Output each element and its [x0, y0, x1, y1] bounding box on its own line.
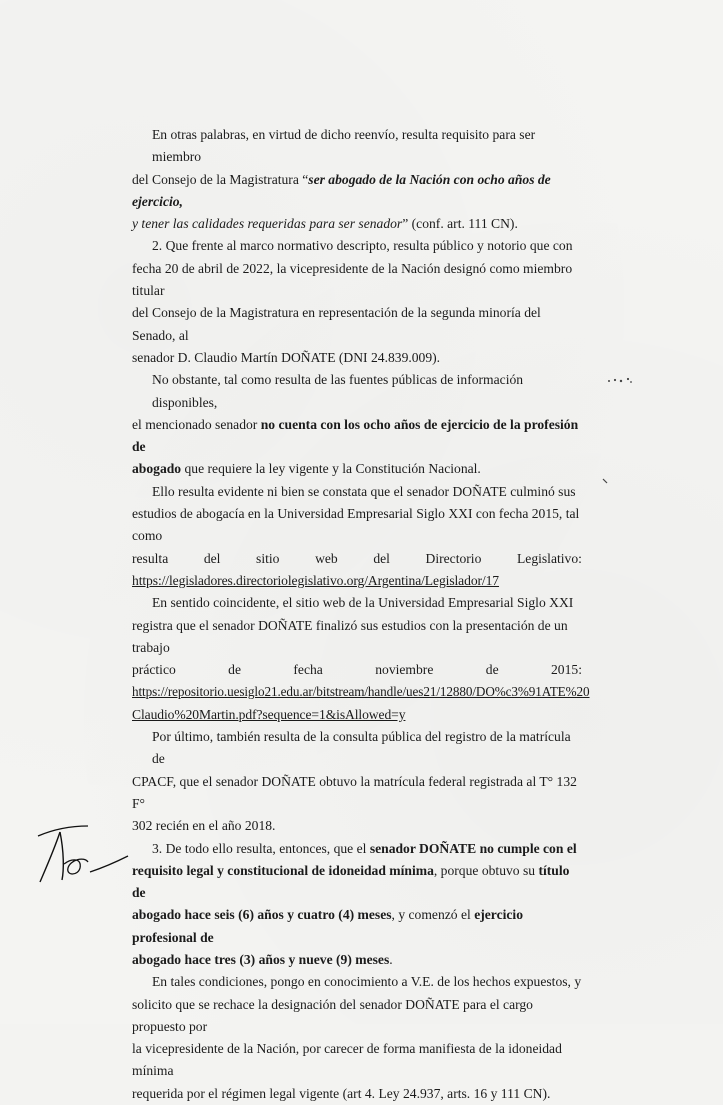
p5-l3-word: 2015:	[551, 662, 582, 678]
p7-line-3	[132, 904, 582, 949]
p7-l3-bold: abogado hace seis (6) años y cuatro (4) meses	[132, 907, 392, 923]
p6-line-1: Por último, también resulta de la consulta pública del registro de la matrícula de	[152, 729, 571, 767]
p4-l3-word: del	[203, 550, 221, 566]
p3-line-3	[132, 458, 582, 480]
p2-line-4: senador D. Claudio Martín DOÑATE (DNI 24.839.009).	[132, 349, 441, 365]
directorio-legislativo-link[interactable]: https://legisladores.directoriolegislativo.org/Argentina/Legislador/17	[132, 572, 500, 588]
p4-line-1: Ello resulta evidente ni bien se constata que el senador DOÑATE culminó sus	[152, 483, 576, 499]
p4-l3-word: web	[315, 550, 338, 566]
p7-line-4	[132, 949, 582, 971]
paragraph-3	[132, 369, 582, 480]
p6-line-2: CPACF, que el senador DOÑATE obtuvo la matrícula federal registrada al T° 132 F°	[132, 773, 577, 811]
p8-line-1: En tales condiciones, pongo en conocimiento a V.E. de los hechos expuestos, y	[152, 974, 582, 990]
p1-line-3	[132, 213, 582, 235]
handwritten-signature-icon	[30, 812, 140, 892]
p5-line-1: En sentido coincidente, el sitio web de la Universidad Empresarial Siglo XXI	[152, 595, 574, 611]
p5-l3-word: fecha	[293, 662, 323, 678]
p3-l3-bold: abogado	[132, 461, 182, 477]
paragraph-2	[132, 235, 582, 369]
p4-l3-word: sitio	[256, 550, 280, 566]
p7-l4-text: .	[389, 951, 393, 967]
document-body	[132, 124, 590, 1105]
p3-l2-bold: no cuenta con los ocho años de ejercicio de la profesión de	[132, 416, 579, 455]
p7-l2-bold-2: título de	[132, 862, 570, 901]
p7-l4-bold: abogado hace tres (3) años y nueve (9) meses	[132, 951, 390, 967]
repositorio-link-line-2[interactable]: Claudio%20Martin.pdf?sequence=1&isAllowed=y	[132, 706, 406, 722]
paragraph-7	[132, 838, 582, 972]
p7-line-1	[132, 838, 582, 860]
p8-line-3: la vicepresidente de la Nación, por carecer de forma manifiesta de la idoneidad mínima	[132, 1041, 562, 1079]
paragraph-6	[132, 726, 582, 837]
p5-l3-word: de	[228, 662, 242, 678]
p8-line-4: requerida por el régimen legal vigente (art 4. Ley 24.937, arts. 16 y 111 CN).	[132, 1085, 551, 1101]
p7-l3-bold-2: ejercicio profesional de	[132, 907, 524, 945]
p5-line-3	[132, 659, 582, 681]
p2-line-3: del Consejo de la Magistratura en representación de la segunda minoría del Senado, al	[132, 305, 541, 343]
margin-dots-icon	[606, 376, 636, 384]
p5-l3-word: noviembre	[375, 662, 434, 678]
p5-line-2: registra que el senador DOÑATE finalizó sus estudios con la presentación de un trabajo	[132, 617, 568, 655]
paragraph-5	[132, 592, 590, 726]
p2-line-2: fecha 20 de abril de 2022, la vicepresidente de la Nación designó como miembro titular	[132, 260, 573, 299]
p3-l2-text: el mencionado senador	[132, 416, 261, 432]
p7-l3-text: , y comenzó el	[391, 907, 475, 923]
p6-line-3: 302 recién en el año 2018.	[132, 818, 276, 834]
p3-line-1: No obstante, tal como resulta de las fuentes públicas de información disponibles,	[152, 372, 524, 410]
paragraph-1	[132, 124, 582, 235]
p4-line-3	[132, 548, 582, 570]
p3-l3-text: que requiere la ley vigente y la Constitución Nacional.	[181, 461, 481, 477]
p1-line-1: En otras palabras, en virtud de dicho reenvío, resulta requisito para ser miembro	[152, 127, 536, 165]
p4-l3-word: del	[373, 550, 390, 566]
p1-l2-quote: ser abogado de la Nación con ocho años de ejercicio,	[132, 171, 551, 209]
p1-l2-text: del Consejo de la Magistratura “	[132, 171, 309, 187]
p5-l3-word: de	[485, 662, 499, 678]
margin-tick-icon	[601, 477, 611, 487]
repositorio-link-line-1[interactable]: https://repositorio.uesiglo21.edu.ar/bitstream/handle/ues21/12880/DO%c3%91ATE%20	[132, 684, 590, 700]
p8-line-2: solicito que se rechace la designación del senador DOÑATE para el cargo propuesto por	[132, 996, 533, 1034]
p1-l3-text: ” (conf. art. 111 CN).	[402, 216, 518, 232]
p2-line-1: 2. Que frente al marco normativo descripto, resulta público y notorio que con	[152, 238, 573, 254]
p4-l3-word: Legislativo:	[516, 550, 582, 566]
p7-l1-bold: senador DOÑATE no cumple con el	[369, 840, 577, 856]
p3-line-2	[132, 414, 582, 459]
p5-l3-word: práctico	[132, 662, 176, 678]
p7-l1-text: 3. De todo ello resulta, entonces, que el	[152, 840, 370, 856]
p4-line-2: estudios de abogacía en la Universidad Empresarial Siglo XXI con fecha 2015, tal como	[132, 506, 580, 544]
p7-l2-bold: requisito legal y constitucional de idoneidad mínima	[132, 862, 434, 878]
p7-l2-text: , porque obtuvo su	[433, 862, 539, 878]
p1-line-2	[132, 169, 582, 214]
p4-l3-word: resulta	[132, 550, 169, 566]
paragraph-8	[132, 971, 582, 1105]
paragraph-4	[132, 481, 582, 592]
p7-line-2	[132, 860, 582, 905]
p4-l3-word: Directorio	[425, 550, 482, 566]
p1-l3-quote: y tener las calidades requeridas para ser senador	[132, 216, 403, 232]
